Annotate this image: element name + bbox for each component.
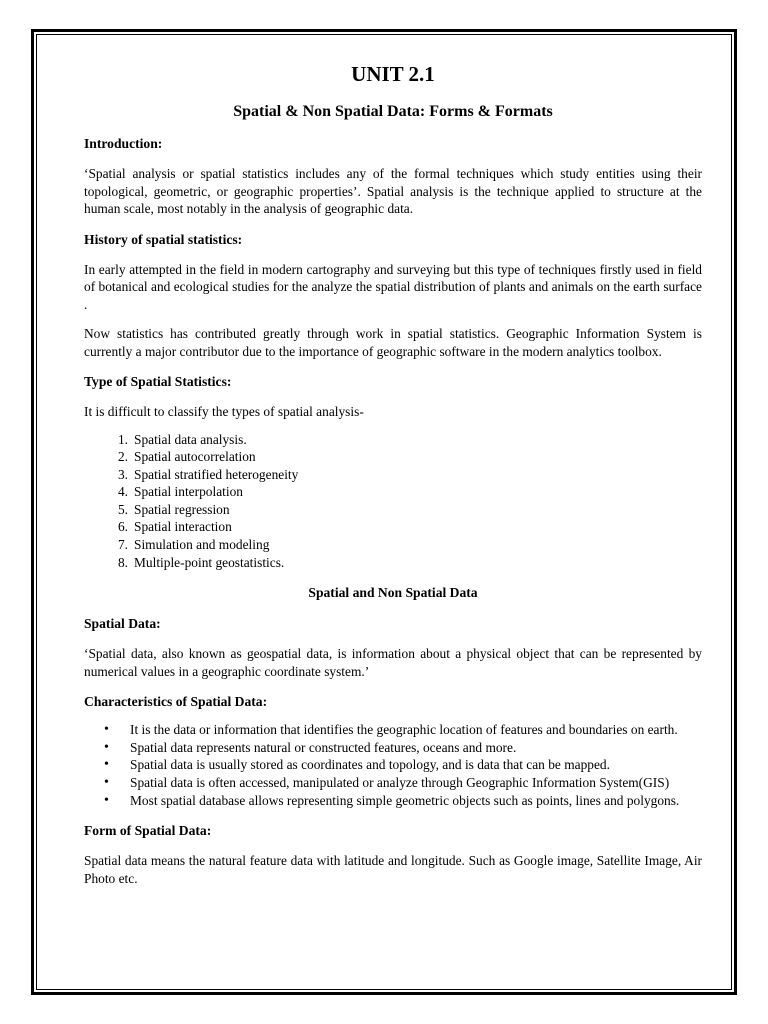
list-number: 5. xyxy=(117,501,128,517)
list-text: Spatial data is often accessed, manipulated or analyze through Geographic Information System(GIS) xyxy=(130,775,670,791)
list-text: Most spatial database allows representing simple geometric objects such as points, lines and polygons. xyxy=(130,792,680,808)
bullet-icon: • xyxy=(104,757,109,773)
list-number: 7. xyxy=(117,537,128,553)
list-number: 6. xyxy=(117,519,128,535)
list-text: It is the data or information that identifies the geographic location of features and boundaries on earth. xyxy=(130,722,678,738)
list-item xyxy=(84,501,702,519)
list-text: Spatial data represents natural or constructed features, oceans and more. xyxy=(130,739,517,755)
list-text: Spatial data is usually stored as coordinates and topology, and is data that can be mapped. xyxy=(130,757,610,773)
history-heading: History of spatial statistics: xyxy=(84,231,243,247)
list-item xyxy=(84,739,702,757)
spatial-data-paragraph: ‘Spatial data, also known as geospatial data, is information about a physical object that can be represented by numerical values in a geographic coordinate system.’ xyxy=(84,646,702,679)
list-item xyxy=(84,721,702,739)
list-text: Spatial stratified heterogeneity xyxy=(134,466,299,482)
list-item xyxy=(84,483,702,501)
list-item xyxy=(84,554,702,572)
unit-subtitle: Spatial & Non Spatial Data: Forms & Formats xyxy=(233,103,553,120)
list-item xyxy=(84,536,702,554)
history-paragraph-1: In early attempted in the field in modern cartography and surveying but this type of techniques firstly used in field of botanical and ecological studies for the analyze the spatial distribution of plants and animals on the earth surface . xyxy=(84,261,702,312)
list-number: 3. xyxy=(117,466,128,482)
spatial-data-heading: Spatial Data: xyxy=(84,616,161,632)
bullet-icon: • xyxy=(104,739,109,755)
list-item xyxy=(84,774,702,792)
section-heading: Spatial and Non Spatial Data xyxy=(308,585,478,601)
list-item xyxy=(84,466,702,484)
list-item xyxy=(84,518,702,536)
list-number: 4. xyxy=(117,484,128,500)
characteristics-list xyxy=(84,721,702,809)
list-number: 8. xyxy=(117,554,128,570)
list-text: Spatial autocorrelation xyxy=(134,449,256,465)
list-number: 2. xyxy=(117,449,128,465)
list-text: Multiple-point geostatistics. xyxy=(134,554,285,570)
list-number: 1. xyxy=(117,431,128,447)
list-text: Simulation and modeling xyxy=(134,537,270,553)
intro-paragraph: ‘Spatial analysis or spatial statistics includes any of the formal techniques which study entities using their topological, geometric, or geographic properties’. Spatial analysis is the technique applied to structure at the human scale, most notably in the analysis of geographic data. xyxy=(84,166,702,216)
unit-title: UNIT 2.1 xyxy=(351,62,435,86)
document-body xyxy=(84,60,702,887)
list-item xyxy=(84,431,702,449)
types-lead: It is difficult to classify the types of spatial analysis- xyxy=(84,404,364,419)
types-list xyxy=(84,431,702,572)
list-text: Spatial regression xyxy=(134,501,230,517)
bullet-icon: • xyxy=(104,792,109,808)
characteristics-heading: Characteristics of Spatial Data: xyxy=(84,694,268,710)
types-heading: Type of Spatial Statistics: xyxy=(84,374,232,389)
list-item xyxy=(84,792,702,810)
bullet-icon: • xyxy=(104,775,109,791)
list-item xyxy=(84,448,702,466)
bullet-icon: • xyxy=(104,722,109,738)
form-paragraph: Spatial data means the natural feature data with latitude and longitude. Such as Google image, Satellite Image, Air Photo etc. xyxy=(84,853,702,886)
list-text: Spatial interpolation xyxy=(134,484,243,500)
list-text: Spatial data analysis. xyxy=(134,431,247,447)
list-item xyxy=(84,756,702,774)
form-heading: Form of Spatial Data: xyxy=(84,823,212,839)
intro-heading: Introduction: xyxy=(84,136,163,151)
history-paragraph-2: Now statistics has contributed greatly through work in spatial statistics. Geographic Information System is currently a major contributor due to the importance of geographic software in the modern analytics toolbox. xyxy=(84,326,702,359)
list-text: Spatial interaction xyxy=(134,519,232,535)
